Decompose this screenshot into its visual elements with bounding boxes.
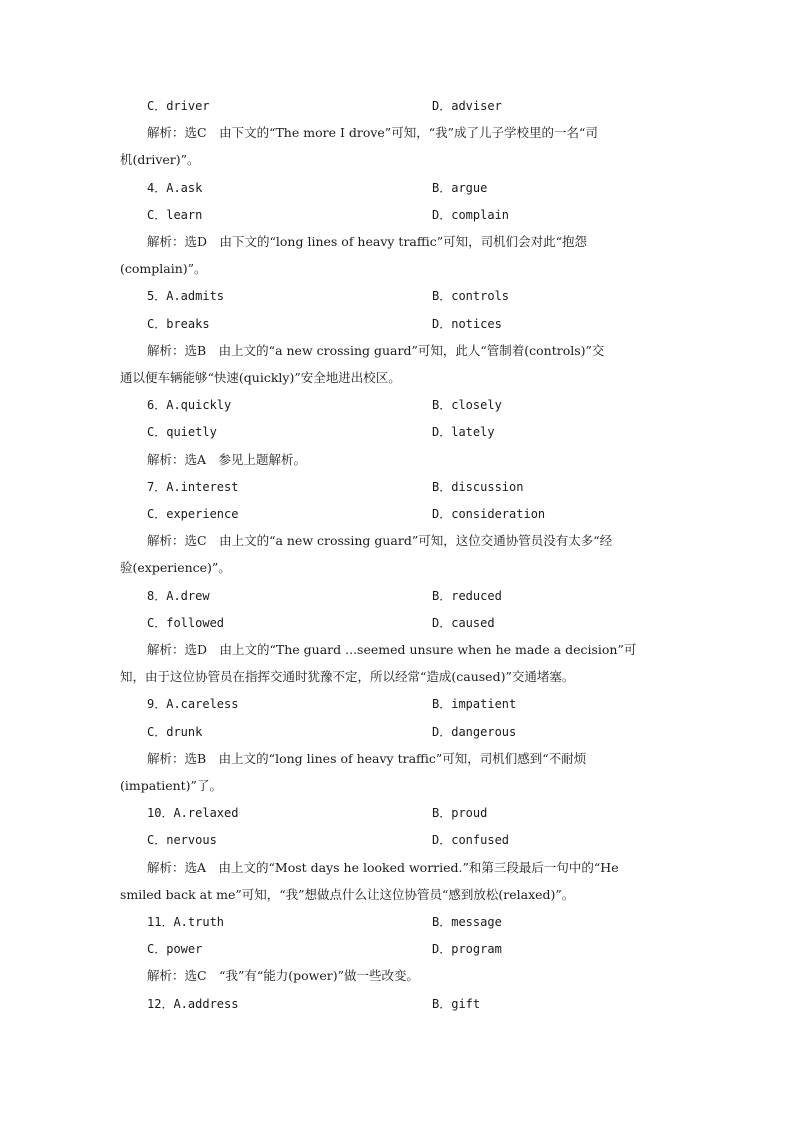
option-row: [0, 203, 794, 227]
option-right: D．notices: [432, 316, 502, 331]
explanation-line: [0, 448, 794, 472]
option-row: [0, 611, 794, 635]
option-row: [0, 393, 794, 417]
explanation-line: [0, 638, 794, 662]
line-text: (impatient)”了。: [120, 778, 222, 793]
option-left: 6．A.quickly: [147, 398, 232, 413]
explanation-continuation: [0, 257, 794, 281]
option-right: D．caused: [432, 615, 495, 630]
option-row: [0, 312, 794, 336]
option-right: B．impatient: [432, 697, 517, 712]
option-row: [0, 584, 794, 608]
option-left: 7．A.interest: [147, 479, 239, 494]
line-text: (complain)”。: [120, 261, 207, 277]
option-right: B．argue: [432, 180, 488, 195]
explanation-continuation: [0, 366, 794, 390]
option-left: C．quietly: [147, 425, 217, 440]
option-row: [0, 937, 794, 961]
option-right: B．proud: [432, 806, 488, 821]
line-text: 解析：选A 参见上题解析。: [147, 451, 307, 467]
line-text: 验(experience)”。: [120, 560, 231, 576]
option-row: [0, 828, 794, 852]
explanation-line: [0, 339, 794, 363]
line-text: 解析：选B 由上文的“a new crossing guard”可知，此人“管制着(controls)”交: [147, 342, 605, 358]
option-left: C．power: [147, 942, 203, 957]
option-left: 10．A.relaxed: [147, 806, 239, 821]
line-text: 通以便车辆能够“快速(quickly)”安全地进出校区。: [120, 370, 401, 385]
option-row: [0, 692, 794, 716]
option-right: B．gift: [432, 996, 481, 1011]
option-left: 5．A.admits: [147, 289, 225, 304]
option-left: C．followed: [147, 615, 225, 630]
option-row: [0, 801, 794, 825]
option-row: [0, 910, 794, 934]
option-left: C．experience: [147, 507, 239, 521]
option-left: 11．A.truth: [147, 915, 225, 929]
option-right: B．discussion: [432, 479, 524, 494]
line-text: 解析：选D 由上文的“The guard ...seemed unsure when he made a decision”可: [147, 642, 637, 657]
explanation-line: [0, 964, 794, 988]
option-row: [0, 992, 794, 1016]
line-text: 解析：选C “我”有“能力(power)”做一些改变。: [147, 968, 419, 984]
option-left: 12．A.address: [147, 996, 239, 1011]
line-text: 解析：选A 由上文的“Most days he looked worried.”和第三段最后一句中的“He: [147, 859, 619, 875]
explanation-line: [0, 529, 794, 553]
line-text: 解析：选D 由下文的“long lines of heavy traffic”可知，司机们会对此“抱怨: [147, 234, 588, 249]
explanation-continuation: [0, 556, 794, 580]
option-right: B．message: [432, 915, 502, 929]
option-left: C．nervous: [147, 833, 217, 848]
option-right: D．complain: [432, 207, 510, 222]
option-left: C．driver: [147, 99, 210, 113]
option-right: B．closely: [432, 398, 502, 413]
option-left: C．breaks: [147, 316, 210, 331]
option-row: [0, 475, 794, 499]
option-row: [0, 720, 794, 744]
explanation-continuation: [0, 665, 794, 689]
option-right: D．consideration: [432, 507, 546, 521]
explanation-line: [0, 747, 794, 771]
explanation-continuation: [0, 774, 794, 798]
explanation-line: [0, 856, 794, 880]
option-right: D．program: [432, 942, 502, 957]
explanation-continuation: [0, 148, 794, 172]
explanation-line: [0, 121, 794, 145]
option-right: B．reduced: [432, 588, 502, 603]
option-right: D．lately: [432, 425, 495, 440]
option-left: C．drunk: [147, 724, 203, 739]
option-row: [0, 94, 794, 118]
option-row: [0, 176, 794, 200]
option-right: D．dangerous: [432, 724, 517, 739]
option-right: D．confused: [432, 833, 510, 848]
line-text: smiled back at me”可知，“我”想做点什么让这位协管员“感到放松(relaxed)”。: [120, 886, 575, 902]
line-text: 解析：选B 由上文的“long lines of heavy traffic”可知，司机们感到“不耐烦: [147, 750, 587, 766]
line-text: 解析：选C 由上文的“a new crossing guard”可知，这位交通协管员没有太多“经: [147, 533, 613, 549]
explanation-line: [0, 230, 794, 254]
option-right: D．adviser: [432, 99, 502, 113]
line-text: 机(driver)”。: [120, 152, 200, 168]
line-text: 解析：选C 由下文的“The more I drove”可知，“我”成了儿子学校里的一名“司: [147, 125, 598, 141]
option-right: B．controls: [432, 289, 510, 304]
option-left: C．learn: [147, 207, 203, 222]
option-row: [0, 284, 794, 308]
option-left: 8．A.drew: [147, 588, 210, 603]
option-row: [0, 420, 794, 444]
explanation-continuation: [0, 883, 794, 907]
option-left: 4．A.ask: [147, 180, 203, 195]
option-row: [0, 502, 794, 526]
line-text: 知，由于这位协管员在指挥交通时犹豫不定，所以经常“造成(caused)”交通堵塞。: [120, 669, 575, 685]
option-left: 9．A.careless: [147, 697, 239, 712]
